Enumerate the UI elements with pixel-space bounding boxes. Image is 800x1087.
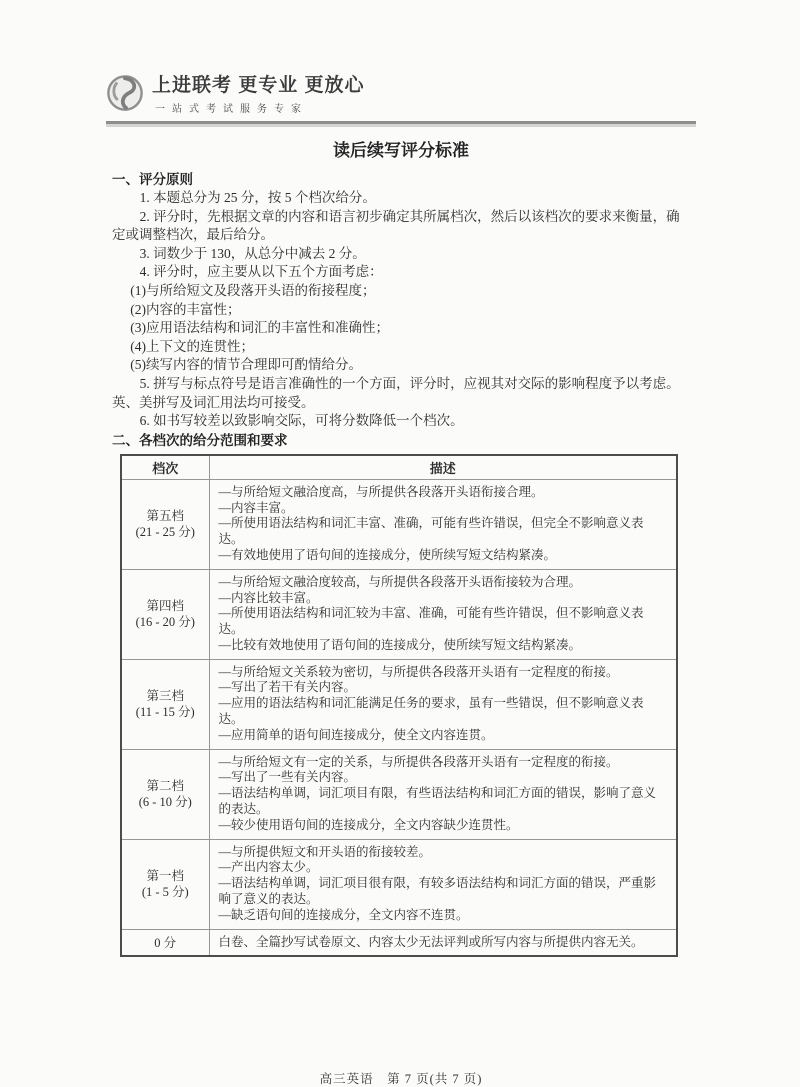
- table-row: [121, 659, 677, 749]
- principle-item-6: 6. 如书写较差以致影响交际，可将分数降低一个档次。: [139, 413, 464, 429]
- principle-item-3: 3. 词数少于 130，从总分中减去 2 分。: [139, 245, 366, 261]
- desc-line: —内容比较丰富。: [218, 590, 319, 605]
- desc-line: —语法结构单调，词汇项目很有限，有较多语法结构和词汇方面的错误，严重影响了意义的表达。: [218, 876, 657, 907]
- principle-item-2: 2. 评分时，先根据文章的内容和语言初步确定其所属档次，然后以该档次的要求来衡量，确定或调整档次，最后给分。: [112, 208, 680, 243]
- desc-line: —与所提供短文和开头语的衔接较差。: [218, 844, 432, 859]
- description-cell: [209, 479, 677, 569]
- desc-line: —应用的语法结构和词汇能满足任务的要求，虽有一些错误，但不影响意义表达。: [218, 696, 644, 727]
- grade-range: (11 - 15 分): [135, 705, 195, 720]
- principle-item-4-1: (1)与所给短文及段落开头语的衔接程度；: [130, 282, 376, 298]
- grade-cell: [121, 479, 209, 569]
- desc-line: —较少使用语句间的连接成分，全文内容缺少连贯性。: [218, 817, 519, 832]
- principle-item-4-5: (5)续写内容的情节合理即可酌情给分。: [130, 357, 362, 373]
- desc-line: 白卷、全篇抄写试卷原文、内容太少无法评判或所写内容与所提供内容无关。: [218, 934, 644, 949]
- page-title: 读后续写评分标准: [333, 141, 469, 160]
- brand-text-block: [152, 70, 365, 115]
- grade-cell: [121, 749, 209, 839]
- column-header-description: 描述: [209, 455, 677, 480]
- desc-line: —内容丰富。: [218, 500, 294, 515]
- grade-label: 第四档: [146, 599, 184, 614]
- desc-line: —与所给短文融洽度较高，与所提供各段落开头语衔接较为合理。: [218, 574, 582, 589]
- desc-line: —写出了若干有关内容。: [218, 680, 357, 695]
- grade-range: (6 - 10 分): [138, 795, 192, 810]
- grade-cell: [121, 569, 209, 659]
- section-grade-bands: [112, 431, 690, 958]
- header-rule: [106, 121, 696, 124]
- principle-item-4-2: (2)内容的丰富性；: [130, 301, 241, 317]
- grade-label: 0 分: [154, 935, 177, 950]
- desc-line: —与所给短文关系较为密切，与所提供各段落开头语有一定程度的衔接。: [218, 664, 619, 679]
- description-cell: [209, 569, 677, 659]
- desc-line: —产出内容太少。: [218, 860, 319, 875]
- grade-label: 第三档: [146, 689, 184, 704]
- brand-header: [0, 0, 800, 124]
- principle-item-4: 4. 评分时，应主要从以下五个方面考虑：: [139, 264, 383, 280]
- grade-range: (1 - 5 分): [141, 885, 189, 900]
- table-header-row: [121, 455, 677, 480]
- desc-line: —应用简单的语句间连接成分，使全文内容连贯。: [218, 727, 494, 742]
- grade-label: 第五档: [146, 509, 184, 524]
- desc-line: —与所给短文有一定的关系，与所提供各段落开头语有一定程度的衔接。: [218, 754, 619, 769]
- grade-cell: [121, 659, 209, 749]
- section2-heading: 二、各档次的给分范围和要求: [112, 432, 288, 448]
- description-cell: [209, 749, 677, 839]
- description-cell: [209, 929, 677, 956]
- grade-label: 第一档: [146, 869, 184, 884]
- principle-item-1: 1. 本题总分为 25 分，按 5 个档次给分。: [139, 190, 376, 205]
- desc-line: —缺乏语句间的连接成分，全文内容不连贯。: [218, 907, 469, 922]
- footer-page-label: 高三英语 第 7 页(共 7 页): [319, 1072, 483, 1087]
- table-row: [121, 569, 677, 659]
- table-row: [121, 839, 677, 929]
- swirl-logo-icon: [106, 74, 144, 112]
- column-header-grade: 档次: [121, 455, 209, 480]
- brand-title: 上进联考 更专业 更放心: [152, 75, 365, 96]
- grade-cell: [121, 839, 209, 929]
- desc-line: —所使用语法结构和词汇丰富、准确，可能有些许错误，但完全不影响意义表达。: [218, 516, 644, 547]
- section-scoring-principles: [112, 170, 690, 431]
- description-cell: [209, 659, 677, 749]
- desc-line: —语法结构单调，词汇项目有限，有些语法结构和词汇方面的错误，影响了意义的表达。: [218, 786, 657, 817]
- table-row: [121, 749, 677, 839]
- grade-label: 第二档: [146, 779, 184, 794]
- section1-heading: 一、评分原则: [112, 172, 193, 187]
- desc-line: —比较有效地使用了语句间的连接成分，使所续写短文结构紧凑。: [218, 637, 582, 652]
- grading-table: [120, 454, 678, 958]
- description-cell: [209, 839, 677, 929]
- brand-subtitle: 一站式考试服务专家: [155, 104, 308, 115]
- brand-logo-row: [106, 70, 800, 115]
- desc-line: —写出了一些有关内容。: [218, 770, 357, 785]
- grade-range: (21 - 25 分): [135, 525, 195, 540]
- table-row: [121, 929, 677, 956]
- document-body: [112, 136, 690, 957]
- desc-line: —与所给短文融洽度高，与所提供各段落开头语衔接合理。: [218, 484, 544, 499]
- grade-range: (16 - 20 分): [135, 615, 195, 630]
- principle-item-4-4: (4)上下文的连贯性；: [130, 338, 254, 354]
- desc-line: —有效地使用了语句间的连接成分，使所续写短文结构紧凑。: [218, 547, 557, 562]
- page-footer: [112, 1069, 690, 1087]
- principle-item-4-3: (3)应用语法结构和词汇的丰富性和准确性；: [130, 320, 389, 336]
- table-row: [121, 479, 677, 569]
- principle-item-5: 5. 拼写与标点符号是语言准确性的一个方面，评分时，应视其对交际的影响程度予以考虑。英、美拼写及词汇用法均可接受。: [112, 375, 680, 410]
- grade-cell: [121, 929, 209, 956]
- desc-line: —所使用语法结构和词汇较为丰富、准确，可能有些许错误，但不影响意义表达。: [218, 606, 644, 637]
